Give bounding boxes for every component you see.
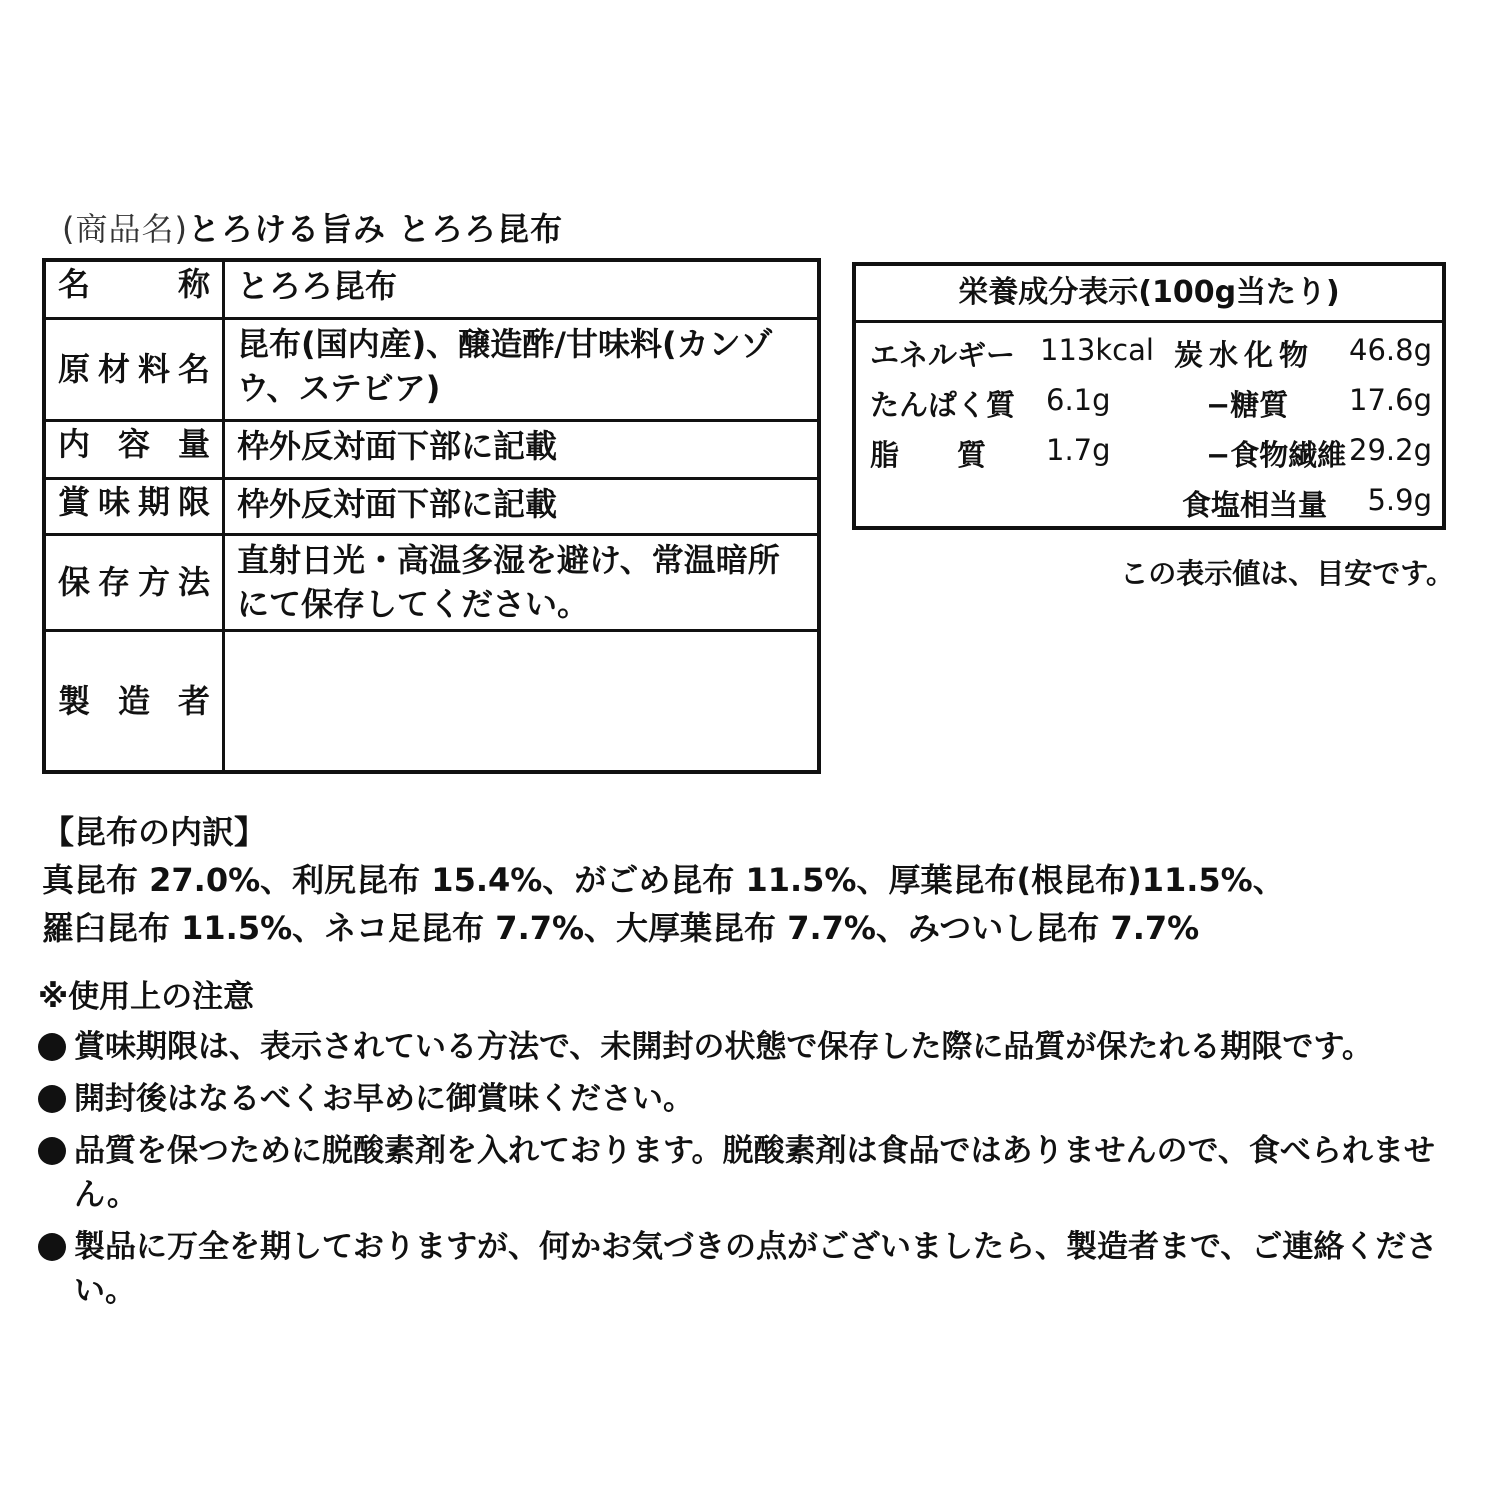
caution-item [38,1077,1458,1121]
caution-text: 製品に万全を期しておりますが、何かお気づきの点がございましたら、製造者まで、ご連絡ください。 [74,1229,1438,1309]
fat-value: 1.7g [1046,433,1111,467]
label-row-best-before [44,478,819,534]
sugar-label: −糖質 [1206,388,1289,422]
carbohydrate-label: 炭水化物 [1174,338,1315,372]
caution-item [38,1025,1458,1069]
usage-cautions [38,975,1458,1321]
label-row-name [44,260,819,318]
breakdown-line: 羅臼昆布 11.5%、ネコ足昆布 7.7%、大厚葉昆布 7.7%、みついし昆布 7.7% [42,909,1200,947]
caution-text: 品質を保つために脱酸素剤を入れております。脱酸素剤は食品ではありませんので、食べられません。 [74,1133,1435,1213]
label-row-contents [44,420,819,478]
label-head-name: 名称 [44,260,224,318]
breakdown-heading: 【昆布の内訳】 [42,813,267,851]
label-value-contents: 枠外反対面下部に記載 [224,420,820,478]
protein-label: たんぱく質 [870,388,1016,422]
label-head-storage: 保存方法 [44,534,224,630]
label-head-contents: 内容量 [44,420,224,478]
kelp-breakdown [42,808,1285,952]
energy-value: 113kcal [1040,333,1154,367]
caution-text: 賞味期限は、表示されている方法で、未開封の状態で保存した際に品質が保たれる期限です。 [74,1029,1373,1065]
caution-item [38,1225,1458,1313]
bullet-icon [38,1085,66,1113]
label-row-manufacturer [44,630,819,772]
bullet-icon [38,1137,66,1165]
label-head-best-before: 賞味期限 [44,478,224,534]
label-value-manufacturer [224,630,820,772]
nutrition-note: この表示値は、目安です。 [1120,557,1454,590]
salt-label: 食塩相当量 [1182,488,1328,522]
food-label-table [42,258,821,774]
protein-value: 6.1g [1046,383,1111,417]
label-value-storage: 直射日光・高温多湿を避け、常温暗所にて保存してください。 [224,534,820,630]
label-row-storage [44,534,819,630]
caution-text: 開封後はなるべくお早めに御賞味ください。 [74,1081,694,1117]
cautions-heading: ※使用上の注意 [38,979,255,1015]
dietary-fiber-value: 29.2g [1349,433,1432,467]
sugar-value: 17.6g [1349,383,1432,417]
label-value-best-before: 枠外反対面下部に記載 [224,478,820,534]
label-value-ingredients: 昆布(国内産)、醸造酢/甘味料(カンゾウ、ステビア) [224,318,820,420]
dietary-fiber-label: −食物繊維 [1206,438,1347,472]
label-head-manufacturer: 製造者 [44,630,224,772]
label-value-name: とろろ昆布 [224,260,820,318]
product-name-prefix: (商品名) [62,210,188,248]
breakdown-line: 真昆布 27.0%、利尻昆布 15.4%、がごめ昆布 11.5%、厚葉昆布(根昆布)11.5%、 [42,861,1285,899]
product-name: とろける旨み とろろ昆布 [187,210,564,248]
salt-value: 5.9g [1367,483,1432,517]
bullet-icon [38,1033,66,1061]
caution-item [38,1129,1458,1217]
product-name-line [62,204,563,250]
fat-label: 脂 質 [870,438,987,472]
bullet-icon [38,1233,66,1261]
label-head-ingredients: 原材料名 [44,318,224,420]
carbohydrate-value: 46.8g [1349,333,1432,367]
label-row-ingredients [44,318,819,420]
energy-label: エネルギー [870,338,1016,372]
nutrition-facts-box [852,262,1446,530]
nutrition-title: 栄養成分表示(100g当たり) [856,266,1442,323]
